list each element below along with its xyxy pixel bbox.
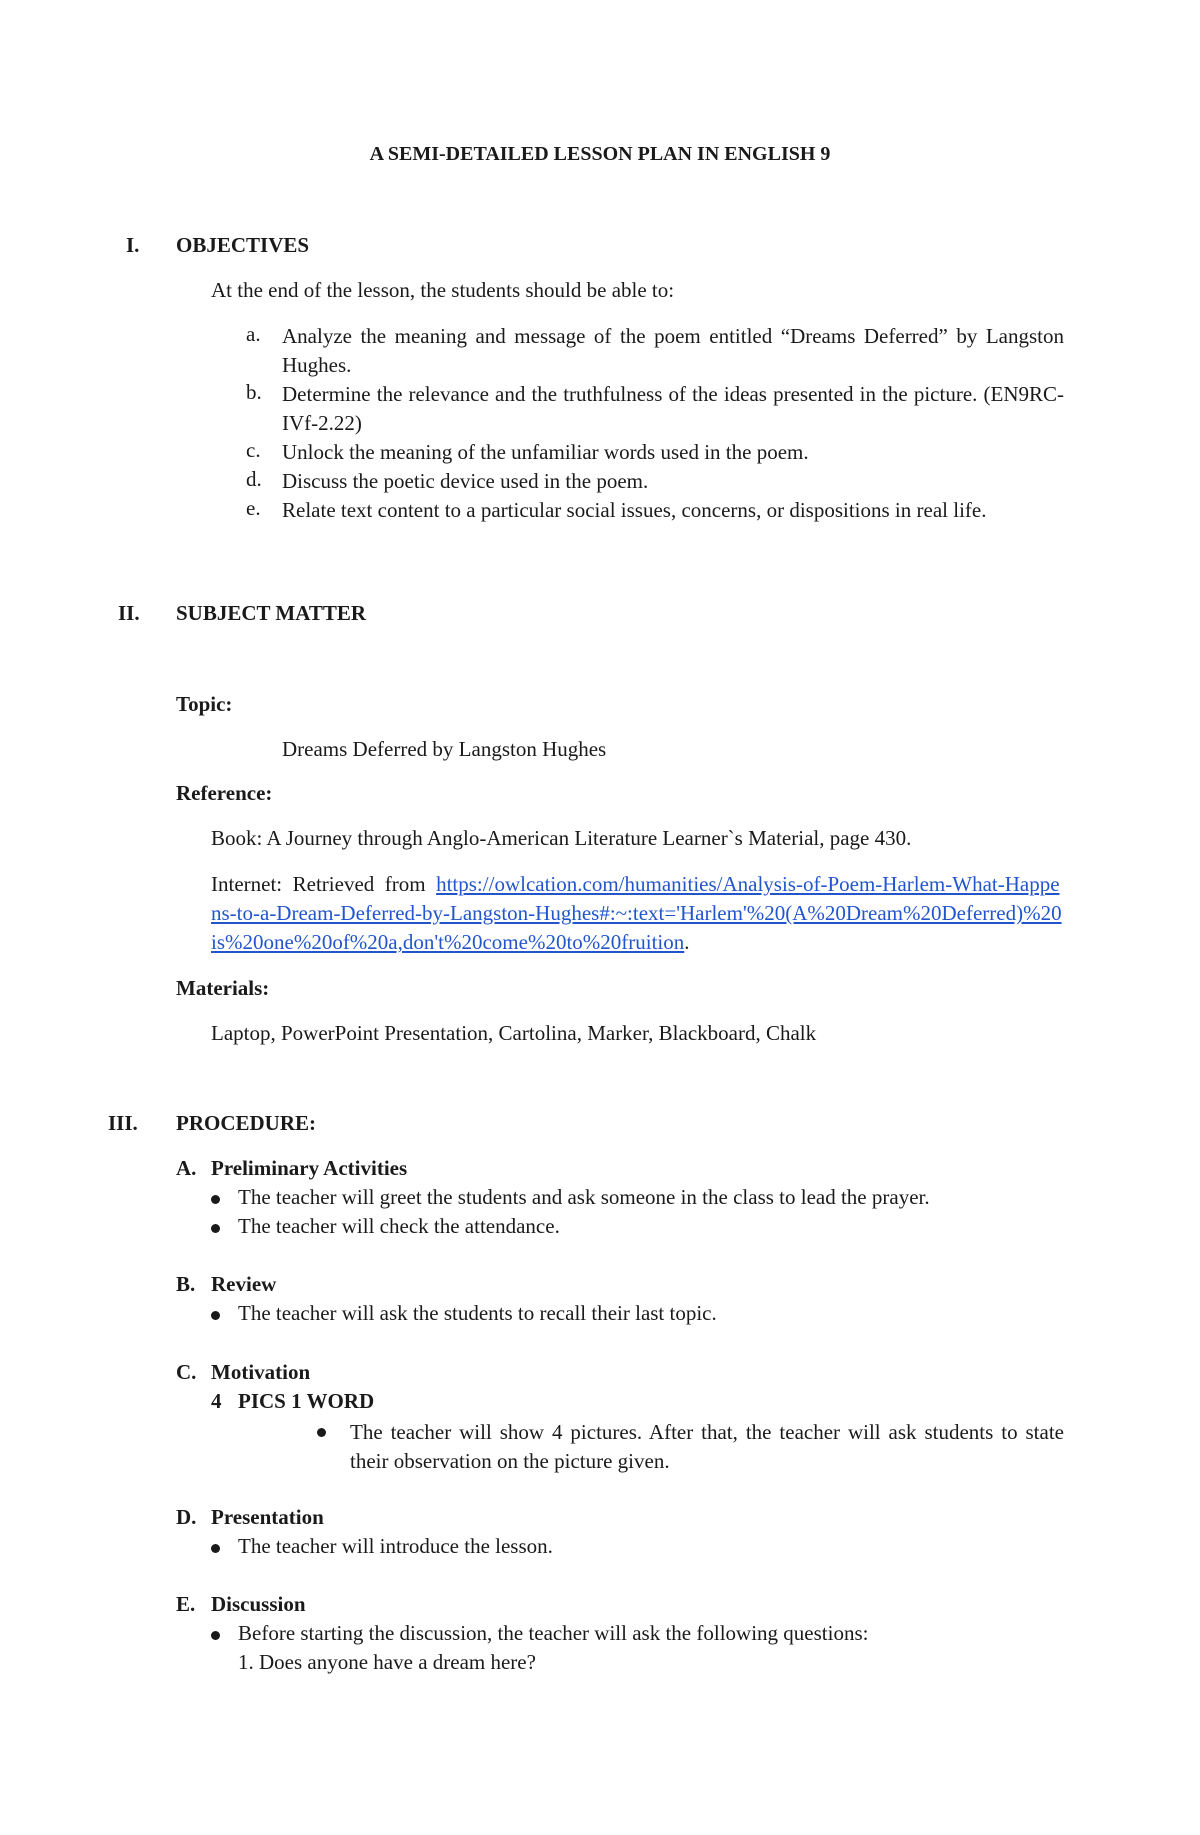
step-title: Preliminary Activities: [211, 1156, 408, 1180]
objective-text: Discuss the poetic device used in the poem.: [282, 469, 649, 493]
objectives-intro: At the end of the lesson, the students should be able to:: [211, 278, 675, 302]
step-title: Motivation: [211, 1360, 311, 1384]
page-title: A SEMI-DETAILED LESSON PLAN IN ENGLISH 9: [369, 143, 831, 165]
objective-letter: b.: [246, 380, 262, 404]
objectives-numeral: I.: [126, 233, 140, 257]
bullet-icon: [211, 1631, 220, 1640]
bullet-text: The teacher will introduce the lesson.: [238, 1534, 553, 1558]
bullet-icon: [211, 1311, 220, 1320]
objective-letter: d.: [246, 467, 262, 491]
materials-label: Materials:: [176, 976, 270, 1000]
objective-letter: c.: [246, 438, 261, 462]
step-letter: A.: [176, 1156, 197, 1180]
topic-label: Topic:: [176, 692, 233, 716]
subject-heading: SUBJECT MATTER: [176, 601, 367, 625]
objectives-heading: OBJECTIVES: [176, 233, 310, 257]
reference-link[interactable]: https://owlcation.com/humanities/Analysis-of-Poem-Harlem-What-Happens-to-a-Dream-Deferred-by-Langston-Hughes#:~:text='Harlem'%20(A%20Dream%20Deferred)%20is%20one%20of%20a,don't%20come%20to%20fruition: [211, 872, 1062, 954]
bullet-text: The teacher will greet the students and ask someone in the class to lead the prayer.: [238, 1185, 930, 1209]
bullet-icon: [211, 1224, 220, 1233]
internet-suffix: .: [684, 930, 690, 954]
materials-text: Laptop, PowerPoint Presentation, Cartolina, Marker, Blackboard, Chalk: [211, 1021, 817, 1045]
procedure-heading: PROCEDURE:: [176, 1111, 316, 1135]
objective-text: Analyze the meaning and message of the poem entitled “Dreams Deferred” by Langston Hughes.: [282, 324, 1064, 377]
objective-text: Relate text content to a particular social issues, concerns, or dispositions in real life.: [282, 498, 987, 522]
bullet-icon: [317, 1428, 326, 1437]
step-letter: B.: [176, 1272, 196, 1296]
bullet-text: The teacher will ask the students to recall their last topic.: [238, 1301, 717, 1325]
objective-letter: e.: [246, 496, 261, 520]
bullet-icon: [211, 1195, 220, 1204]
step-letter: E.: [176, 1592, 196, 1616]
internet-prefix: Internet: Retrieved from: [211, 872, 437, 896]
objective-text: Unlock the meaning of the unfamiliar words used in the poem.: [282, 440, 809, 464]
step-title: Review: [211, 1272, 277, 1296]
motivation-number: 4: [211, 1389, 222, 1413]
step-title: Discussion: [211, 1592, 306, 1616]
procedure-numeral: III.: [108, 1111, 138, 1135]
topic-text: Dreams Deferred by Langston Hughes: [282, 737, 607, 761]
subject-numeral: II.: [118, 601, 140, 625]
bullet-text: The teacher will show 4 pictures. After that, the teacher will ask students to state their observation on the picture given.: [350, 1420, 1064, 1473]
reference-book: Book: A Journey through Anglo-American Literature Learner`s Material, page 430.: [211, 826, 912, 850]
objective-letter: a.: [246, 322, 261, 346]
reference-internet: [211, 870, 1064, 957]
bullet-text: Before starting the discussion, the teacher will ask the following questions:: [238, 1621, 869, 1645]
step-title: Presentation: [211, 1505, 324, 1529]
bullet-text: The teacher will check the attendance.: [238, 1214, 560, 1238]
step-letter: D.: [176, 1505, 197, 1529]
motivation-subtitle: PICS 1 WORD: [238, 1389, 375, 1413]
bullet-icon: [211, 1544, 220, 1553]
reference-label: Reference:: [176, 781, 273, 805]
objective-text: Determine the relevance and the truthfulness of the ideas presented in the picture. (EN9RC-IVf-2.22): [282, 382, 1064, 435]
step-letter: C.: [176, 1360, 197, 1384]
discussion-question: 1. Does anyone have a dream here?: [238, 1650, 536, 1674]
